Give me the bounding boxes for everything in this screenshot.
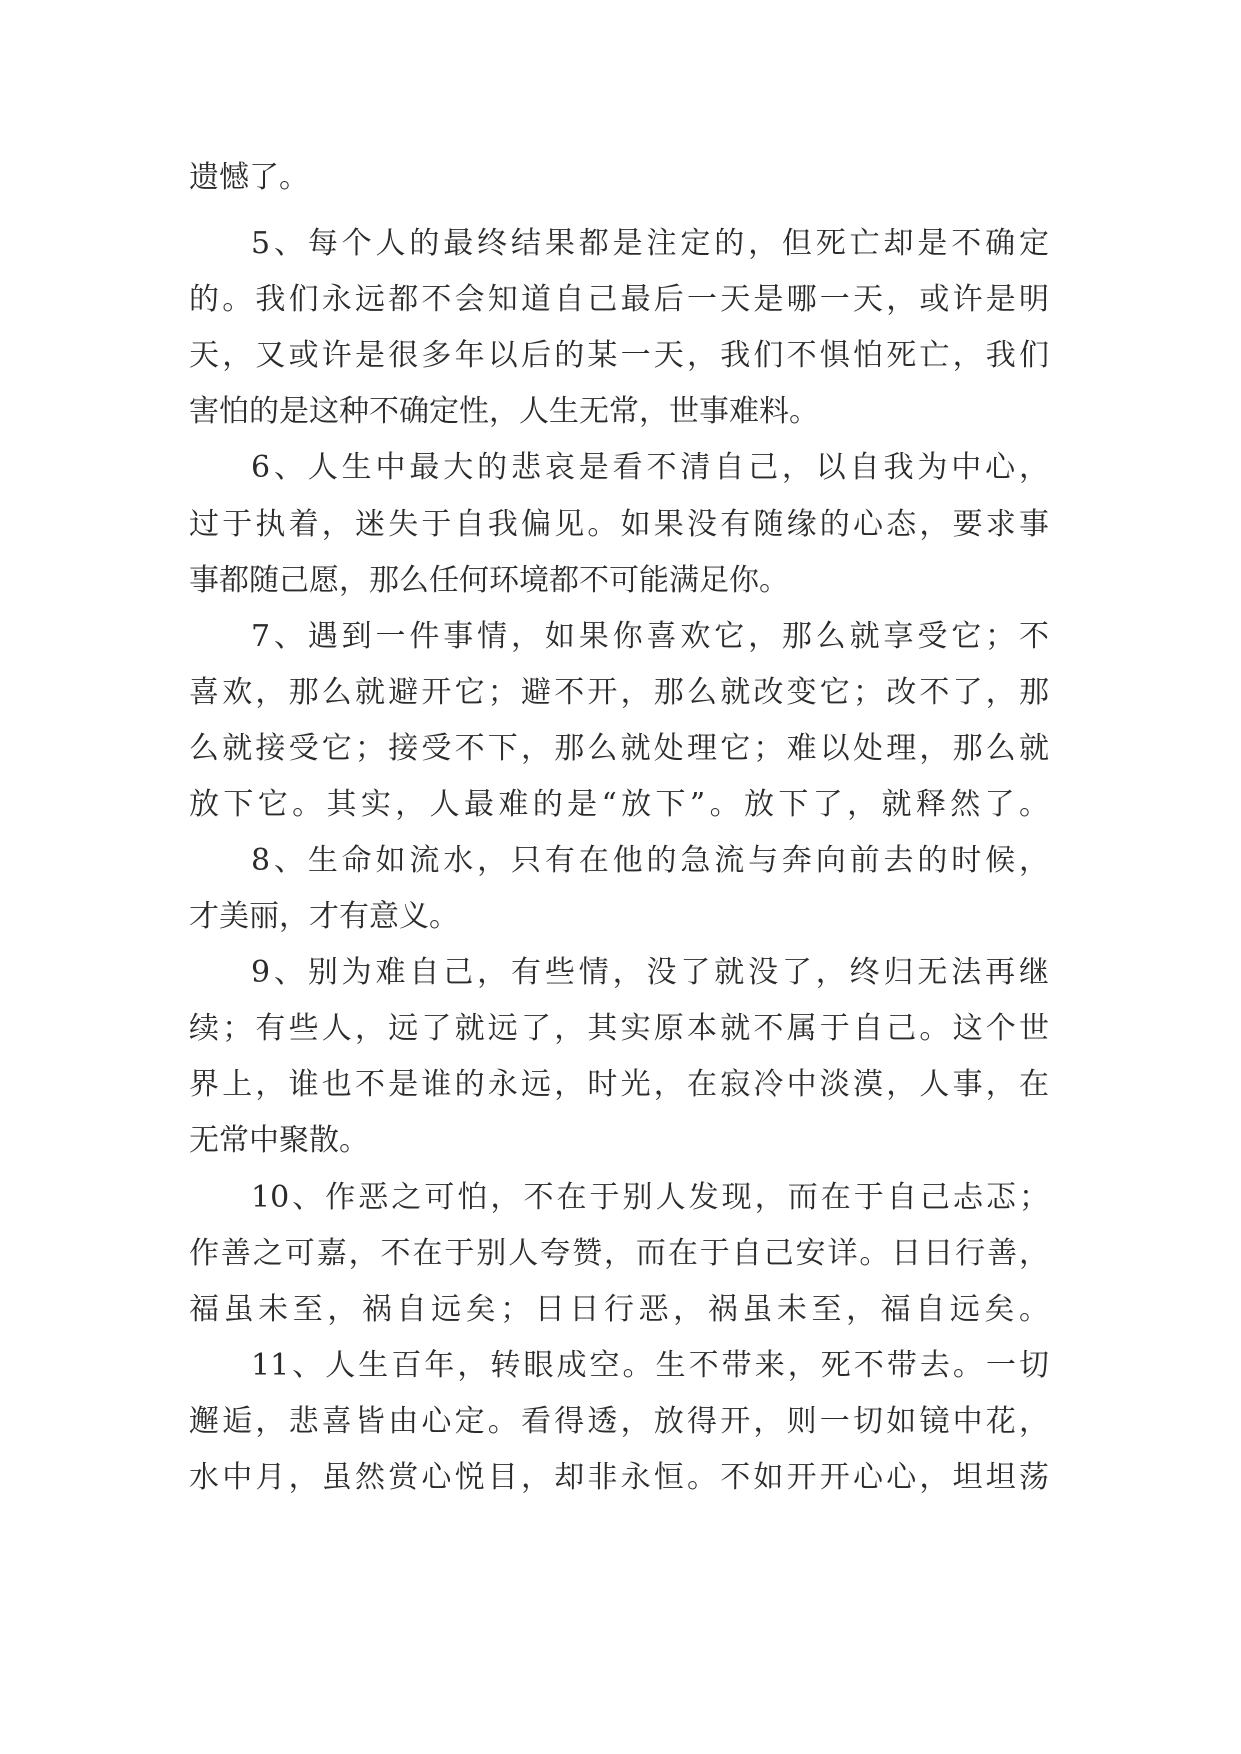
text-line: 喜欢，那么就避开它；避不开，那么就改变它；改不了，那	[189, 675, 1049, 710]
text-line: 么就接受它；接受不下，那么就处理它；难以处理，那么就	[189, 731, 1049, 766]
text-line: 10、作恶之可怕，不在于别人发现，而在于自己忐忑；	[251, 1180, 1049, 1215]
text-line: 事都随己愿，那么任何环境都不可能满足你。	[189, 563, 789, 598]
text-line: 续；有些人，远了就远了，其实原本就不属于自己。这个世	[189, 1011, 1049, 1046]
text-line: 6、人生中最大的悲哀是看不清自己，以自我为中心，	[251, 450, 1049, 485]
text-line: 遗憾了。	[189, 160, 309, 195]
text-line: 9、别为难自己，有些情，没了就没了，终归无法再继	[251, 955, 1049, 990]
text-line: 11、人生百年，转眼成空。生不带来，死不带去。一切	[251, 1348, 1049, 1383]
text-line: 天，又或许是很多年以后的某一天，我们不惧怕死亡，我们	[189, 338, 1049, 373]
text-line: 水中月，虽然赏心悦目，却非永恒。不如开开心心，坦坦荡	[189, 1460, 1049, 1495]
text-line: 5、每个人的最终结果都是注定的，但死亡却是不确定	[251, 226, 1049, 261]
text-line: 7、遇到一件事情，如果你喜欢它，那么就享受它；不	[251, 619, 1049, 654]
text-line: 害怕的是这种不确定性，人生无常，世事难料。	[189, 394, 819, 429]
text-line: 邂逅，悲喜皆由心定。看得透，放得开，则一切如镜中花，	[189, 1404, 1049, 1439]
text-line: 8、生命如流水，只有在他的急流与奔向前去的时候，	[251, 843, 1049, 878]
text-line: 过于执着，迷失于自我偏见。如果没有随缘的心态，要求事	[189, 507, 1049, 542]
text-line: 福虽未至，祸自远矣；日日行恶，祸虽未至，福自远矣。	[189, 1292, 1049, 1327]
text-line: 的。我们永远都不会知道自己最后一天是哪一天，或许是明	[189, 282, 1049, 317]
text-line: 界上，谁也不是谁的永远，时光，在寂冷中淡漠，人事，在	[189, 1067, 1049, 1102]
text-line: 放下它。其实，人最难的是“放下”。放下了，就释然了。	[189, 787, 1049, 822]
text-line: 无常中聚散。	[189, 1123, 369, 1158]
text-line: 才美丽，才有意义。	[189, 899, 459, 934]
text-line: 作善之可嘉，不在于别人夸赞，而在于自己安详。日日行善，	[189, 1236, 1049, 1271]
